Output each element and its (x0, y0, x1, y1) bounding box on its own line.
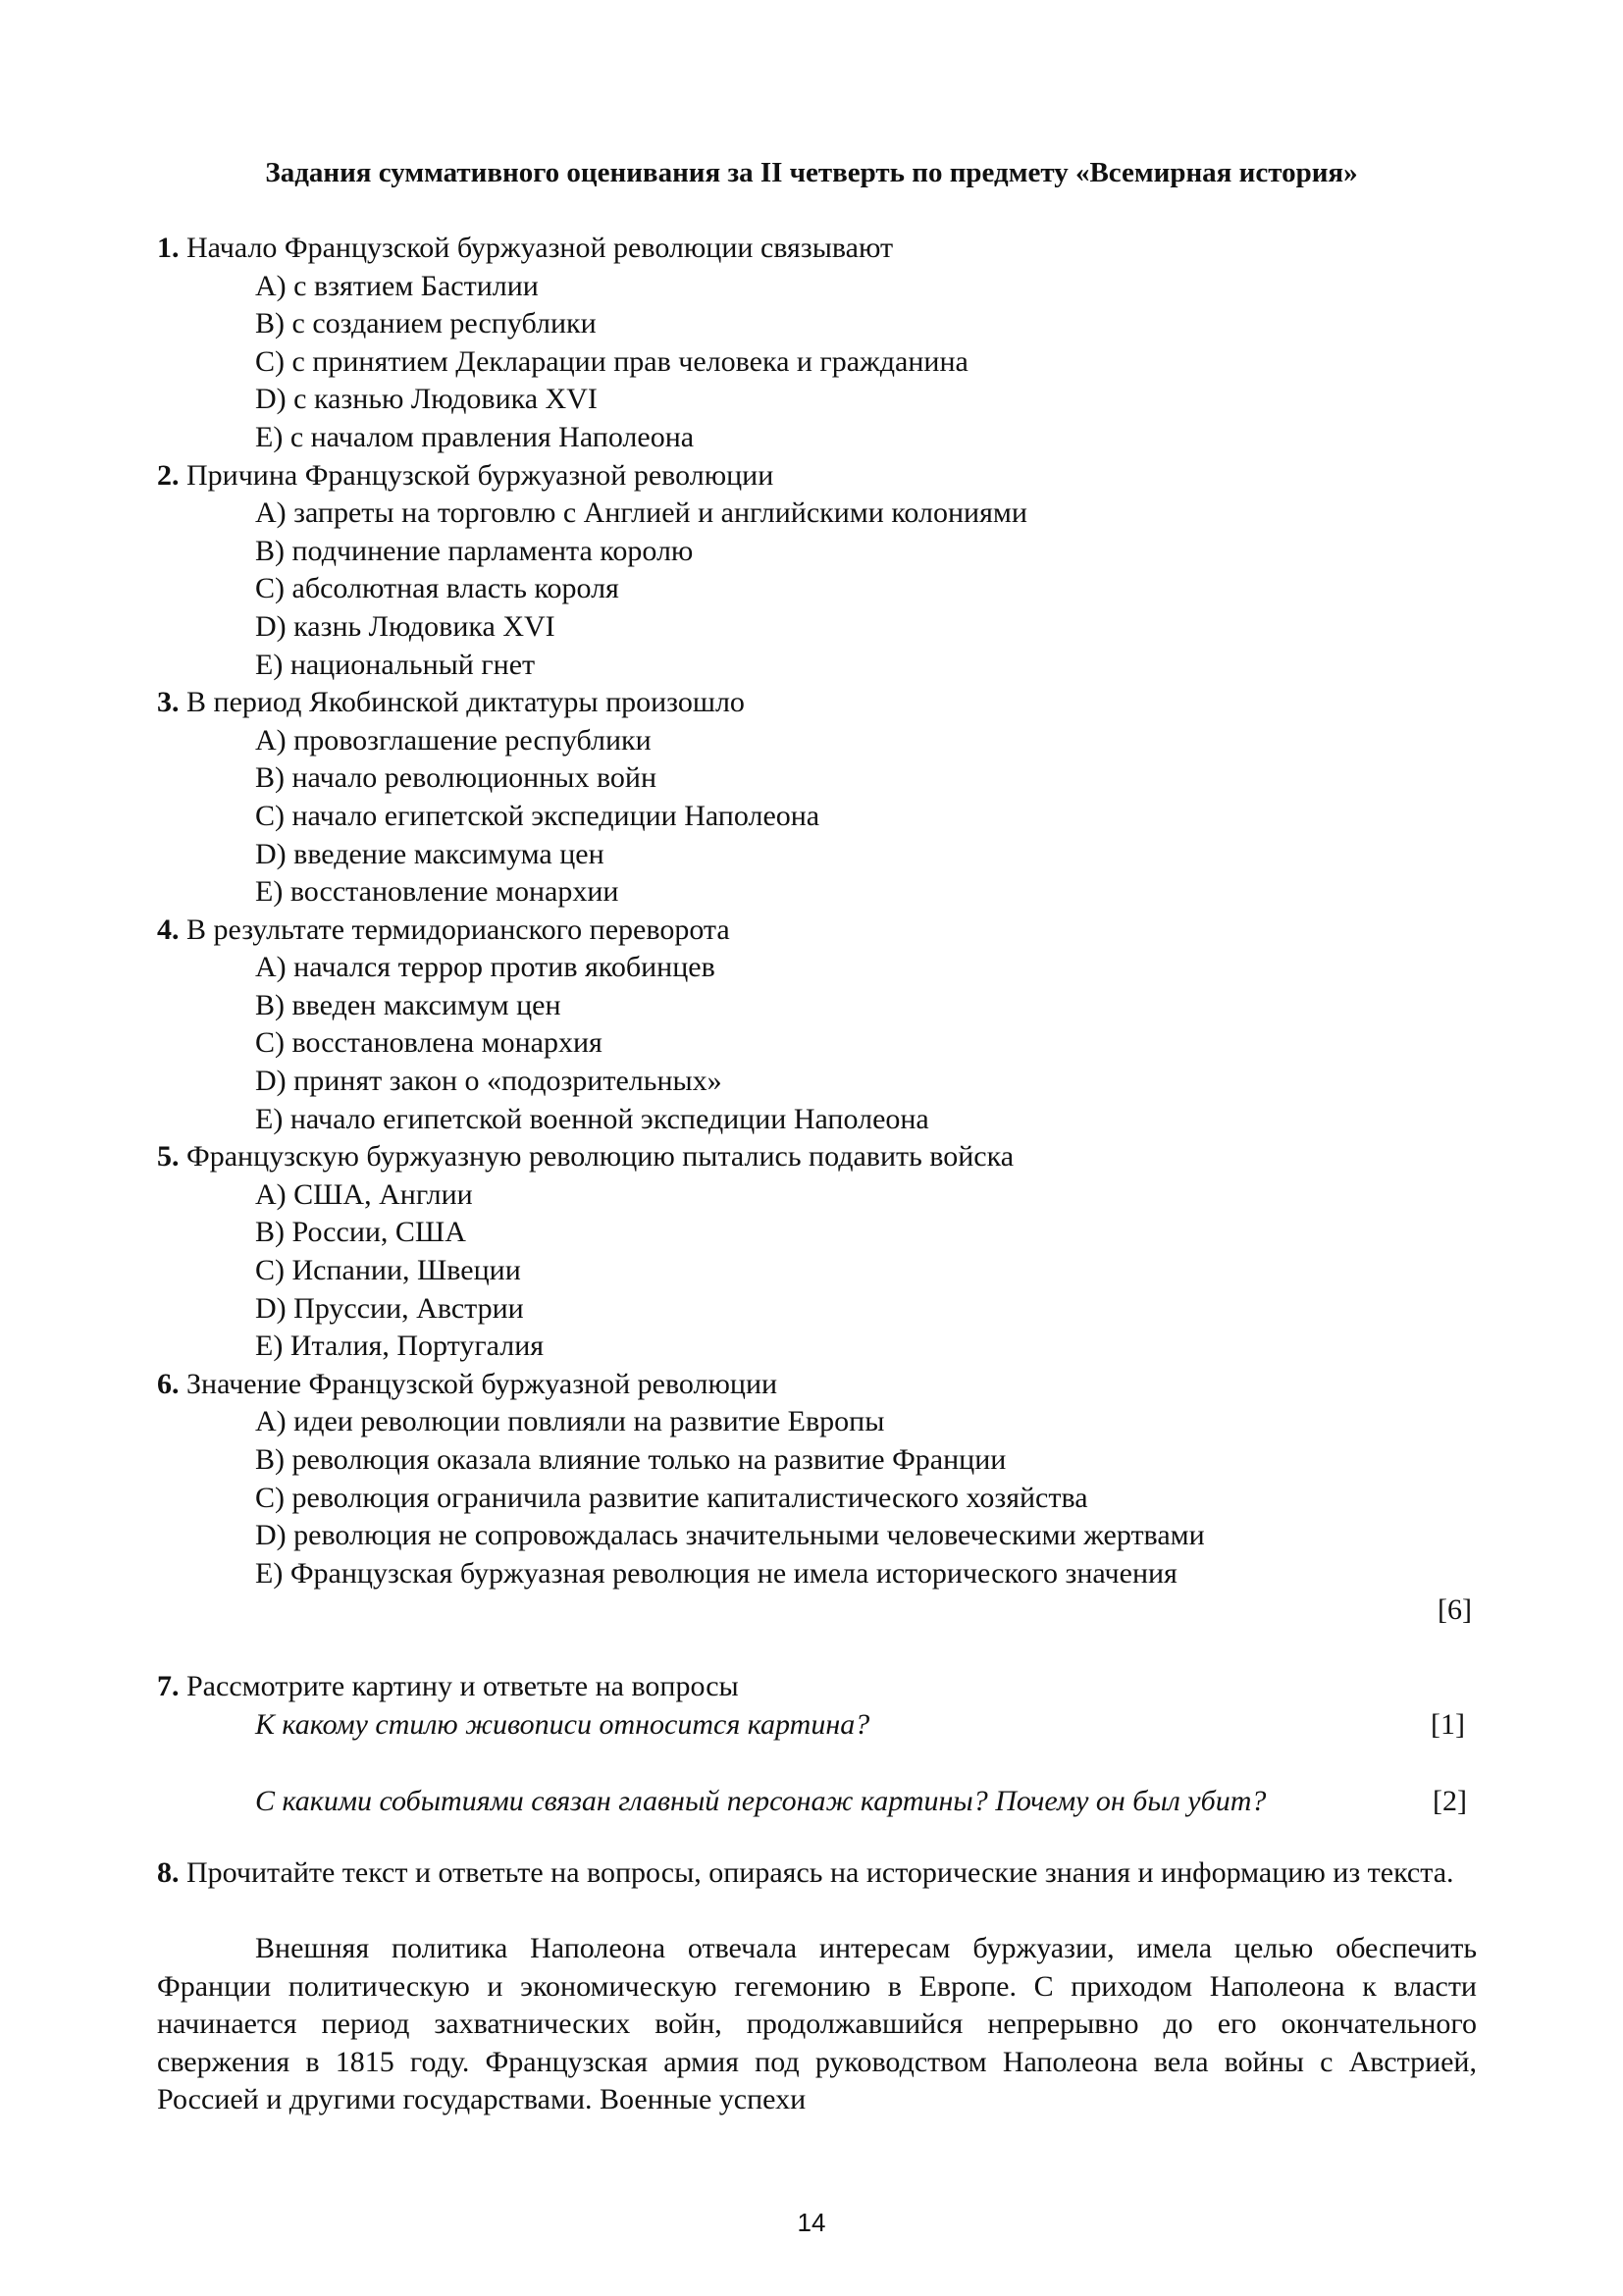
option-c: C) абсолютная власть короля (255, 572, 619, 605)
question-number: 3. (157, 686, 180, 719)
page-number: 14 (797, 2208, 826, 2237)
option-e: E) начало египетской военной экспедиции Наполеона (255, 1102, 929, 1135)
question-4 (157, 912, 1492, 950)
question-7-subquestion-1: К какому стилю живописи относится картина? (255, 1708, 870, 1741)
option-d: D) казнь Людовика XVI (255, 609, 555, 643)
question-1 (157, 230, 1492, 268)
question-list (157, 230, 1492, 1592)
option-d: D) с казнью Людовика XVI (255, 383, 598, 416)
question-7-subquestion-2: С какими событиями связан главный персонаж картины? Почему он был убит? (255, 1785, 1267, 1817)
question-number: 1. (157, 232, 180, 264)
option-e: E) восстановление монархии (255, 875, 619, 909)
option-c: C) начало египетской экспедиции Наполеона (255, 799, 820, 832)
question-3 (157, 684, 1492, 722)
question-number: 2. (157, 458, 180, 492)
question-number: 4. (157, 913, 180, 946)
option-a: A) идеи революции повлияли на развитие Европы (255, 1405, 885, 1438)
question-number: 6. (157, 1367, 180, 1400)
option-b: B) подчинение парламента королю (255, 534, 694, 567)
option-c: C) Испании, Швеции (255, 1254, 521, 1287)
option-e: E) Италия, Португалия (255, 1330, 545, 1363)
option-d: D) принят закон о «подозрительных» (255, 1065, 722, 1098)
option-b: B) введен максимум цен (255, 988, 561, 1021)
question-2 (157, 457, 1492, 496)
question-number: 5. (157, 1140, 180, 1174)
option-b: B) начало революционных войн (255, 761, 657, 795)
question-text: Рассмотрите картину и ответьте на вопросы (186, 1670, 739, 1702)
question-text: В период Якобинской диктатуры произошло (186, 686, 745, 719)
option-e: E) с началом правления Наполеона (255, 420, 695, 453)
option-b: B) России, США (255, 1216, 466, 1249)
option-c: C) с принятием Декларации прав человека и гражданина (255, 344, 969, 378)
option-a: A) с взятием Бастилии (255, 269, 539, 302)
option-d: D) революция не сопровождалась значительными человеческими жертвами (255, 1519, 1205, 1552)
option-b: B) революция оказала влияние только на развитие Франции (255, 1443, 1007, 1476)
score-questions-1-6: [6] (1438, 1593, 1472, 1626)
option-a: A) запреты на торговлю с Англией и английскими колониями (255, 496, 1027, 530)
score-subquestion-1: [1] (1431, 1708, 1465, 1741)
question-text: Причина Французской буржуазной революции (186, 458, 774, 492)
option-b: B) с созданием республики (255, 307, 597, 340)
question-5 (157, 1138, 1492, 1176)
question-text: Значение Французской буржуазной революции (186, 1367, 778, 1400)
question-number: 8. (157, 1856, 180, 1889)
question-8 (157, 1854, 1477, 1892)
question-text: Прочитайте текст и ответьте на вопросы, опираясь на исторические знания и информацию из текста. (186, 1856, 1454, 1889)
question-7 (157, 1668, 739, 1705)
option-d: D) введение максимума цен (255, 837, 604, 870)
option-a: A) США, Англии (255, 1177, 473, 1211)
score-subquestion-2: [2] (1433, 1785, 1467, 1817)
option-e: E) национальный гнет (255, 648, 536, 681)
option-c: C) восстановлена монархия (255, 1026, 602, 1060)
question-text: Начало Французской буржуазной революции связывают (186, 232, 894, 264)
document-title: Задания суммативного оценивания за II четверть по предмету «Всемирная история» (265, 157, 1358, 188)
question-6 (157, 1366, 1492, 1404)
option-e: E) Французская буржуазная революция не имела исторического значения (255, 1556, 1178, 1590)
question-text: В результате термидорианского переворота (186, 913, 730, 946)
option-d: D) Пруссии, Австрии (255, 1291, 524, 1325)
reading-passage: Внешняя политика Наполеона отвечала интересам буржуазии, имела целью обеспечить Франции политическую и экономическую гегемонию в Европе. С приходом Наполеона к власти начинается период захватнических войн, продолжавшийся непрерывно до его окончательного свержения в 1815 году. Французская армия под руководством Наполеона вела войны с Австрией, Россией и другими государствами. Военные успехи (157, 1932, 1477, 2116)
option-c: C) революция ограничила развитие капиталистического хозяйства (255, 1481, 1088, 1514)
question-text: Французскую буржуазную революцию пытались подавить войска (186, 1140, 1015, 1174)
option-a: A) провозглашение республики (255, 723, 652, 757)
option-a: A) начался террор против якобинцев (255, 951, 715, 984)
question-number: 7. (157, 1670, 180, 1702)
